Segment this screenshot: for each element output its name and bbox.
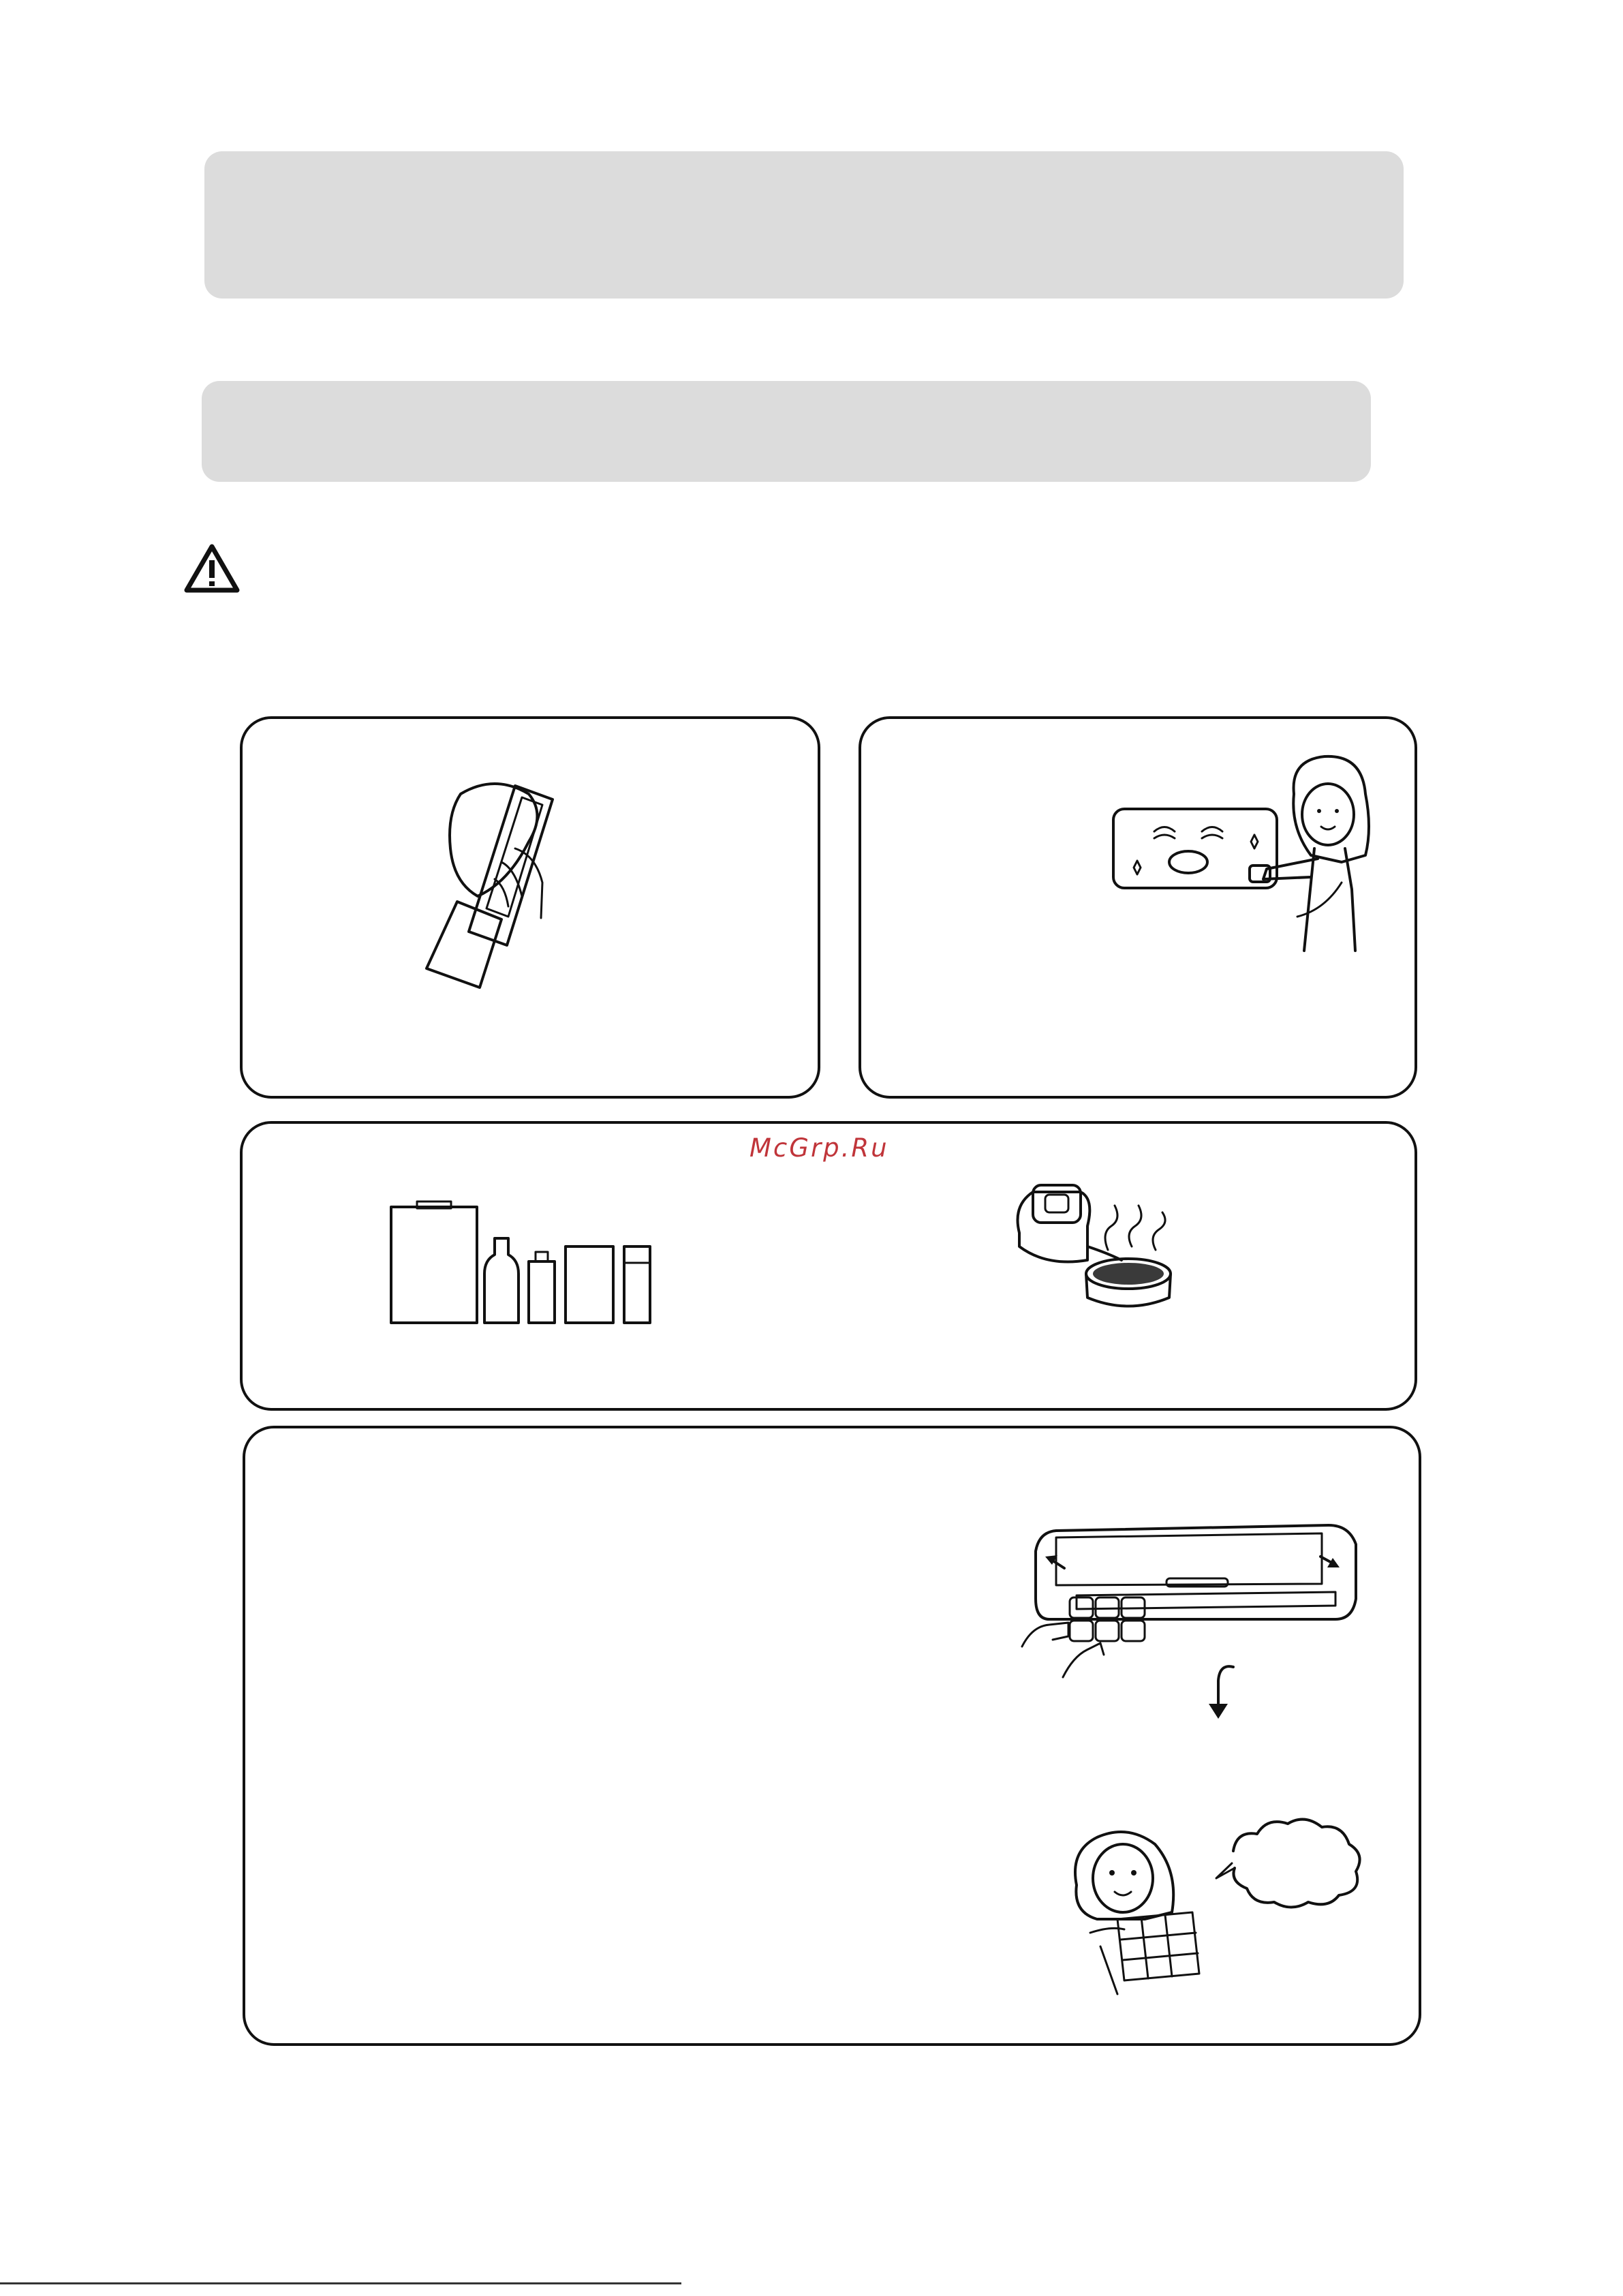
woman-wiping-indoor-unit-illustration	[1107, 746, 1379, 958]
chemical-containers-illustration	[386, 1199, 672, 1335]
panel-unit-cleaning	[859, 716, 1417, 1099]
woman-cleaning-filter-illustration	[1063, 1810, 1376, 2015]
footer-rule	[0, 2282, 681, 2284]
panel-remote-cleaning	[240, 716, 820, 1099]
watermark-text: McGrp.Ru	[749, 1133, 889, 1163]
warning-triangle-icon	[184, 544, 240, 593]
title-banner	[204, 151, 1404, 299]
panel-filter-cleaning	[243, 1426, 1421, 2046]
section-banner	[202, 381, 1371, 482]
indoor-unit-filter-removal-illustration	[1015, 1510, 1370, 1756]
panel-prohibited-substances	[240, 1121, 1417, 1411]
kettle-pouring-hot-water-illustration	[1006, 1178, 1190, 1315]
hand-wiping-remote-illustration	[413, 767, 576, 998]
